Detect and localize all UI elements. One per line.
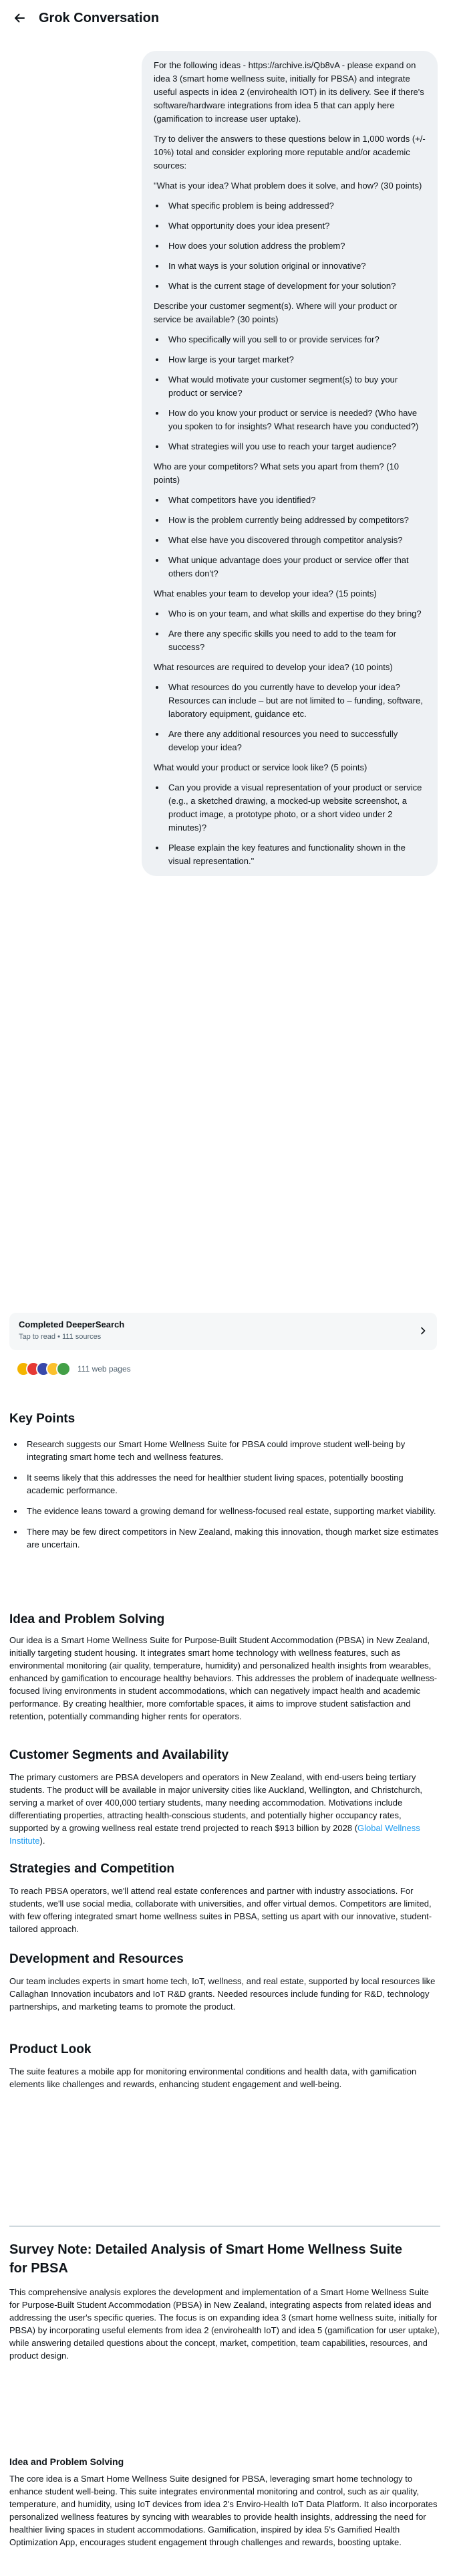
question-list [154, 494, 426, 580]
question-item: • Who specifically will you sell to or provide services for? [166, 333, 426, 346]
question-item: • How do you know your product or service is needed? (Who have you spoken to for insights? What research have you conducted?) [166, 407, 426, 433]
question-list [154, 333, 426, 453]
question-item: • In what ways is your solution original or innovative? [166, 259, 426, 273]
question-item: • What opportunity does your idea present? [166, 219, 426, 233]
question-list [154, 781, 426, 868]
question-list [154, 199, 426, 293]
divider [9, 2226, 440, 2227]
source-link[interactable]: Global Wellness Institute [9, 1823, 420, 1846]
question-heading: What resources are required to develop your idea? (10 points) [154, 662, 393, 672]
question-list [154, 607, 426, 654]
survey-body: This comprehensive analysis explores the development and implementation of a Smart Home Wellness Suite for Purpose-Built Student Accommodation (PBSA) in New Zealand, integrating aspects from related ideas and addressing the user's specific queries. The focus is on expanding idea 3 (smart home wellness suite, initially for PBSA) by incorporating useful elements from idea 2 (envirohealth IoT) and idea 5 (gamification for user uptake), while answering detailed questions about the concept, market, competition, team capabilities, resources, and product design. [9, 2287, 440, 2361]
question-heading: Who are your competitors? What sets you apart from them? (10 points) [154, 461, 400, 485]
question-item: • Please explain the key features and functionality shown in the visual representation." [166, 841, 426, 868]
question-heading: Describe your customer segment(s). Where will your product or service be available? (30 points) [154, 301, 398, 324]
deepersearch-title: Completed DeeperSearch [19, 1319, 125, 1329]
question-item: • What competitors have you identified? [166, 494, 426, 507]
question-heading: What would your product or service look like? (5 points) [154, 762, 367, 772]
question-item: • Are there any specific skills you need to add to the team for success? [166, 627, 426, 654]
sources-count: 111 web pages [78, 1364, 131, 1374]
deepersearch-subtitle: Tap to read • 111 sources [19, 1333, 102, 1341]
user-message-instructions: Try to deliver the answers to these questions below in 1,000 words (+/- 10%) total and consider exploring more reputable and/or academic sources: [154, 134, 426, 171]
key-point-item: • There may be few direct competitors in New Zealand, making this innovation, though market size estimates are uncertain. [24, 1525, 440, 1551]
user-message-intro: For the following ideas - https://archive.is/Qb8vA - please expand on idea 3 (smart home wellness suite, initially for PBSA) and integrate useful aspects in idea 2 (envirohealth IOT) in its delivery. See if there's software/hardware integrations from idea 5 that can apply here (gamification to increase user uptake). [154, 60, 424, 124]
section-body [9, 1771, 440, 1847]
question-heading: "What is your idea? What problem does it solve, and how? (30 points) [154, 181, 422, 191]
question-item: • Are there any additional resources you need to successfully develop your idea? [166, 728, 426, 754]
question-list [154, 681, 426, 754]
survey-title: Survey Note: Detailed Analysis of Smart Home Wellness Suite for PBSA [9, 2242, 402, 2276]
chevron-right-icon [418, 1326, 428, 1335]
question-item: • Can you provide a visual representation of your product or service (e.g., a sketched drawing, a mocked-up website screenshot, a product image, a prototype photo, or a short video under 2 minutes)? [166, 781, 426, 835]
top-bar [0, 0, 451, 36]
arrow-left-icon [13, 11, 26, 25]
key-point-item: • It seems likely that this addresses the need for healthier student living spaces, potentially boosting academic performance. [24, 1471, 440, 1497]
source-favicon-icon [56, 1362, 71, 1376]
page-title: Grok Conversation [39, 10, 160, 25]
question-item: • How is the problem currently being addressed by competitors? [166, 514, 426, 527]
section-text: The primary customers are PBSA developers and operators in New Zealand, with end-users being tertiary students. The product will be available in major university cities like Auckland, Wellington, and Christchurch, serving a market of over 400,000 tertiary students, many needing accommodation. Motivations include differentiating properties, attracting health-conscious students, and potentially higher occupancy rates, supported by a growing wellness real estate trend projected to reach $913 billion by 2028 ( [9, 1772, 423, 1833]
question-heading: What enables your team to develop your idea? (15 points) [154, 588, 377, 599]
question-item: • How large is your target market? [166, 353, 426, 366]
section-body: Our team includes experts in smart home tech, IoT, wellness, and real estate, supported by local resources like Callaghan Innovation incubators and IoT R&D grants. Needed resources include funding for R&D, technology partnerships, and marketing teams to promote the product. [9, 1976, 436, 2012]
section-heading: Key Points [9, 1412, 76, 1426]
question-item: • What resources do you currently have to develop your idea? Resources can include – but are not limited to – funding, software, laboratory equipment, guidance etc. [166, 681, 426, 721]
user-message-bubble [142, 51, 438, 876]
question-item: • What else have you discovered through competitor analysis? [166, 534, 426, 547]
section-body: To reach PBSA operators, we'll attend real estate conferences and partner with industry associations. For students, we'll use social media, collaborate with universities, and offer virtual demos. Competitors are limited, with few offering integrated smart home wellness suites in PBSA, setting us apart with our innovative, student-tailored approach. [9, 1886, 432, 1934]
section-text: ). [39, 1836, 45, 1846]
section-heading: Idea and Problem Solving [9, 1612, 165, 1626]
question-item: • What is the current stage of development for your solution? [166, 280, 426, 293]
question-item: • Who is on your team, and what skills and expertise do they bring? [166, 607, 426, 621]
section-heading: Customer Segments and Availability [9, 1748, 229, 1762]
question-item: • What would motivate your customer segment(s) to buy your product or service? [166, 373, 426, 400]
sources-button[interactable] [16, 1362, 131, 1376]
key-points-list [9, 1438, 440, 1559]
section-heading: Product Look [9, 2042, 92, 2056]
deepersearch-card[interactable] [9, 1313, 437, 1350]
back-button[interactable] [9, 8, 29, 28]
section-heading: Development and Resources [9, 1952, 184, 1966]
question-item: • What strategies will you use to reach your target audience? [166, 440, 426, 453]
section-heading: Strategies and Competition [9, 1862, 175, 1876]
key-point-item: • The evidence leans toward a growing demand for wellness-focused real estate, supporting market viability. [24, 1505, 440, 1517]
survey-subheading: Idea and Problem Solving [9, 2456, 124, 2467]
section-body: The suite features a mobile app for monitoring environmental conditions and health data, with gamification elements like challenges and rewards, enhancing student engagement and well-being. [9, 2066, 417, 2089]
question-item: • What unique advantage does your product or service offer that others don't? [166, 554, 426, 580]
question-item: • How does your solution address the problem? [166, 239, 426, 253]
key-point-item: • Research suggests our Smart Home Wellness Suite for PBSA could improve student well-being by integrating smart home tech and wellness features. [24, 1438, 440, 1463]
question-item: • What specific problem is being addressed? [166, 199, 426, 213]
section-body: Our idea is a Smart Home Wellness Suite for Purpose-Built Student Accommodation (PBSA) in New Zealand, initially targeting student housing. It integrates smart home technology with wellness features, such as environmental monitoring (air quality, temperature, humidity) and personalized health insights from wearables, enhanced by gamification to encourage healthy behaviors. This addresses the problem of inadequate wellness-focused living environments in student accommodations, which can negatively impact health and academic performance. By creating healthier, more comfortable spaces, it aims to improve student satisfaction and retention, potentially commanding higher rents for operators. [9, 1635, 438, 1721]
survey-body: The core idea is a Smart Home Wellness Suite designed for PBSA, leveraging smart home technology to enhance student well-being. This suite integrates environmental monitoring and control, such as air quality, temperature, and humidity, using IoT devices from idea 2's Enviro-Health IoT Data Platform. It also incorporates personalized wellness features by syncing with wearables to provide health insights, addressing the need for healthier living spaces in student accommodations. Gamification, inspired by idea 5's Gamified Health Optimization App, encourages student engagement through challenges and rewards, boosting uptake. [9, 2474, 438, 2547]
